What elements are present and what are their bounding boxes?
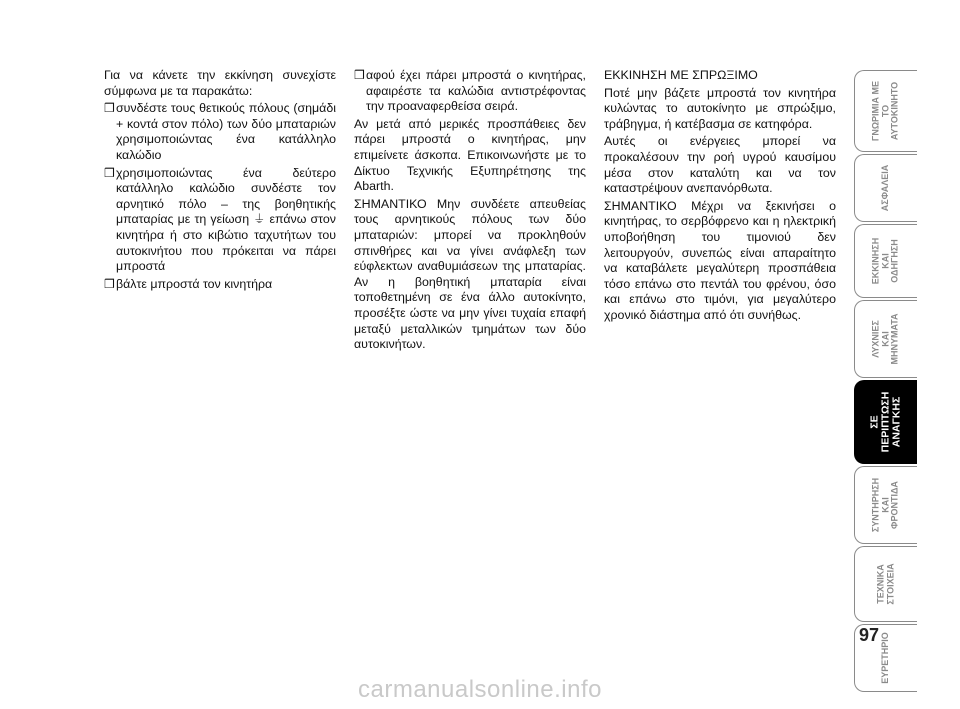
tab-index[interactable]: ΕΥΡΕΤΗΡΙΟ	[854, 624, 917, 692]
important-note: ΣΗΜΑΝΤΙΚΟ Μην συνδέετε απευθείας τους αρνητικούς πόλους των δύο μπαταριών: μπορεί να προκληθούν σπινθήρες και να γίνει ανάφλεξη των εύφλεκτων αναθυμιάσεων της μπαταρίας. Αν η βοηθητική μπαταρία είναι τοποθετημένη σε ένα άλλο αυτοκίνητο, προσέξτε ώστε να μην γίνει τυχαία επαφή μεταξύ μεταλλικών τμημάτων των δύο αυτοκινήτων.	[354, 196, 586, 352]
intro-text: Για να κάνετε την εκκίνηση συνεχίστε σύμφωνα με τα παρακάτω:	[104, 68, 336, 98]
tab-technical-data[interactable]: ΤΕΧΝΙΚΑ ΣΤΟΙΧΕΙΑ	[854, 546, 917, 622]
tab-safety[interactable]: ΑΣΦΑΛΕΙΑ	[854, 154, 917, 222]
section-heading: ΕΚΚΙΝΗΣΗ ΜΕ ΣΠΡΩΞΙΜΟ	[604, 68, 758, 82]
list-item	[104, 166, 336, 275]
watermark: carmanualsonline.info	[358, 676, 602, 703]
column-1	[104, 68, 336, 294]
list-item	[104, 277, 336, 293]
checkbox-bullet-icon: ❒	[354, 68, 365, 82]
paragraph: Αν μετά από μερικές προσπάθειες δεν πάρει μπροστά ο κινητήρας, μην επιμείνετε άσκοπα. Επικοινωνήστε με το Δίκτυο Τεχνικής Εξυπηρέτησης της Abarth.	[354, 116, 586, 194]
bullet-text: βάλτε μπροστά τον κινητήρα	[116, 276, 273, 291]
page-number: 97	[859, 625, 880, 645]
bullet-text: χρησιμοποιώντας ένα δεύτερο κατάλληλο καλώδιο συνδέστε τον αρνητικό πόλο – της βοηθητικής μπαταρίας με τη γείωση	[116, 165, 336, 227]
tab-maintenance-care[interactable]: ΣΥΝΤΗΡΗΣΗ ΚΑΙ ΦΡΟΝΤΙΔΑ	[854, 466, 917, 544]
tab-emergency[interactable]: ΣΕ ΠΕΡΙΠΤΩΣΗ ΑΝΑΓΚΗΣ	[854, 380, 917, 464]
column-2	[354, 68, 586, 355]
paragraph: Ποτέ μην βάζετε μπροστά τον κινητήρα κυλώντας το αυτοκίνητο με σπρώξιμο, τράβηγμα, ή κατέβασμα σε κατηφόρα.	[604, 85, 836, 131]
list-item	[354, 68, 586, 115]
column-3	[604, 68, 836, 326]
checkbox-bullet-icon: ❒	[104, 101, 115, 116]
tab-getting-to-know[interactable]: ΓΝΩΡΙΜΙΑ ΜΕ ΤΟ ΑΥΤΟΚΙΝΗΤΟ	[854, 70, 917, 152]
important-note: ΣΗΜΑΝΤΙΚΟ Μέχρι να ξεκινήσει ο κινητήρας, το σερβόφρενο και η ηλεκτρική υποβοήθηση του τιμονιού δεν λειτουργούν, συνεπώς είναι απαραίτητο να καταβάλετε μεγαλύτερη προσπάθεια τόσο επάνω στο πεντάλ του φρένου, όσο και επάνω στο τιμόνι, για μεγαλύτερο χρονικό διάστημα από ότι συνήθως.	[604, 198, 836, 322]
tab-lights-messages[interactable]: ΛΥΧΝΙΕΣ ΚΑΙ ΜΗΝΥΜΑΤΑ	[854, 300, 917, 378]
paragraph: Αυτές οι ενέργειες μπορεί να προκαλέσουν την ροή υγρού καυσίμου μέσα στον καταλύτη και να τον καταστρέψουν ανεπανόρθωτα.	[604, 134, 836, 196]
bullet-text: συνδέστε τους θετικούς πόλους (σημάδι + κοντά στον πόλο) των δύο μπαταριών χρησιμοποιώντας ένα κατάλληλο καλώδιο	[116, 101, 336, 162]
list-item	[104, 101, 336, 163]
checkbox-bullet-icon: ❒	[104, 165, 115, 180]
tab-starting-driving[interactable]: ΕΚΚΙΝΗΣΗ ΚΑΙ ΟΔΗΓΗΣΗ	[854, 224, 917, 298]
checkbox-bullet-icon: ❒	[104, 276, 115, 291]
bullet-text: αφού έχει πάρει μπροστά ο κινητήρας, αφαιρέστε τα καλώδια αντιστρέφοντας την προαναφερθείσα σειρά.	[366, 68, 586, 114]
bullet-text-tail: επάνω στον κινητήρα ή στο κιβώτιο ταχυτήτων του αυτοκινήτου που πρόκειται να πάρει μπροστά	[116, 212, 336, 274]
ground-icon: ⏚	[253, 212, 266, 227]
